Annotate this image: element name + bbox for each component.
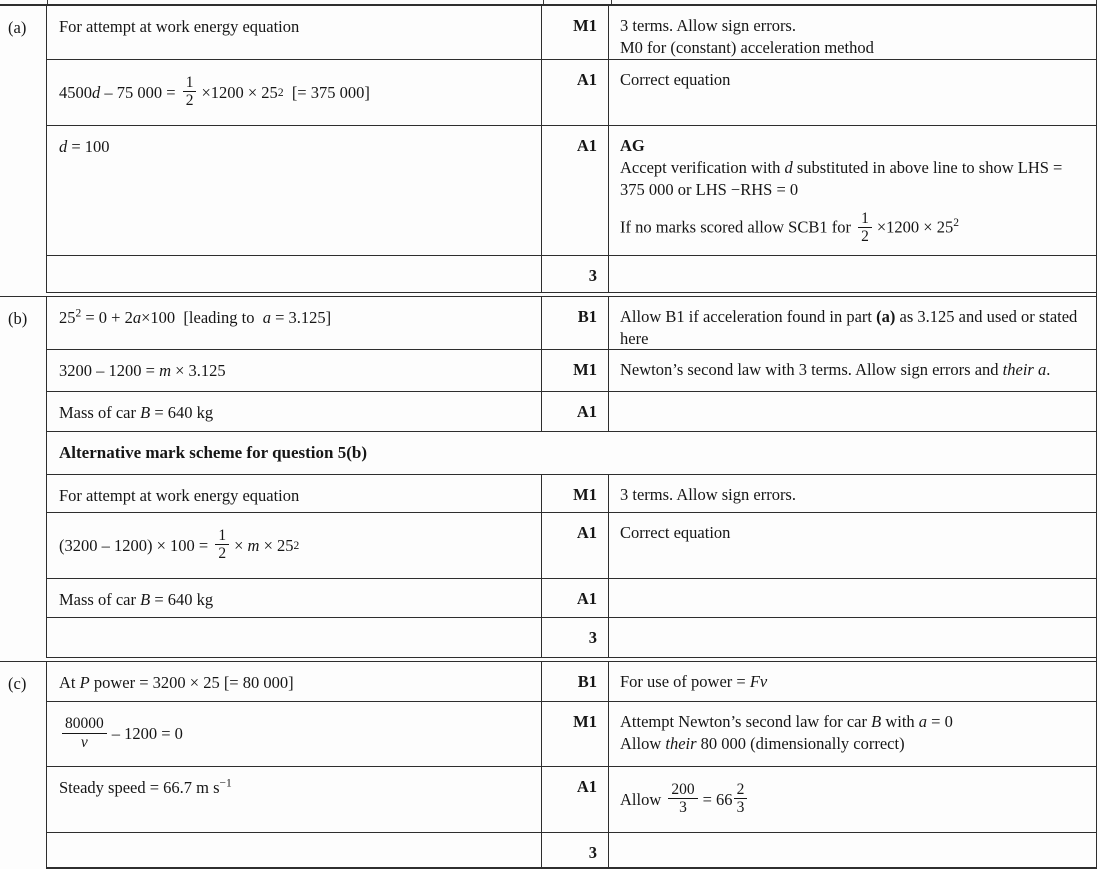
grid-stub <box>47 0 48 4</box>
mark-row <box>47 579 1096 618</box>
fraction: $\frac{1}{2}$ <box>858 210 872 245</box>
mark-cell: A1 <box>542 392 609 431</box>
guidance-cell <box>609 833 1096 867</box>
mark-cell: M1 <box>542 702 609 766</box>
alt-scheme-header-row <box>47 432 1096 475</box>
working-cell: 3200 – 1200 = m × 3.125 <box>47 350 542 391</box>
part-label: (a) <box>0 6 47 293</box>
total-marks-cell: 3 <box>542 618 609 657</box>
cutoff-grid-stubs <box>0 0 1097 4</box>
mark-cell: A1 <box>542 513 609 578</box>
mark-row <box>47 392 1096 432</box>
guidance-cell: Attempt Newton’s second law for car B with a = 0 Allow their 80 000 (dimensionally correct) <box>620 712 953 753</box>
total-marks-cell: 3 <box>542 256 609 292</box>
guidance-cell: Correct equation <box>620 70 731 89</box>
total-row <box>47 618 1096 658</box>
part-label: (b) <box>0 297 47 658</box>
mark-cell: A1 <box>542 126 609 255</box>
part-b <box>0 297 1096 658</box>
mark-cell: M1 <box>542 475 609 512</box>
mark-row <box>47 767 1096 833</box>
working-cell <box>47 833 542 867</box>
alt-scheme-header: Alternative mark scheme for question 5(b) <box>59 442 368 462</box>
working-cell: At P power = 3200 × 25 [= 80 000] <box>47 662 542 701</box>
line-gap <box>620 200 1084 209</box>
guidance-cell: Correct equation <box>620 523 731 542</box>
fraction: $\frac{80000}{v}$ <box>62 715 107 750</box>
mark-row <box>47 350 1096 392</box>
mark-cell: M1 <box>542 350 609 391</box>
part-label: (c) <box>0 662 47 869</box>
mark-scheme-table <box>0 4 1097 869</box>
working-cell: $\frac{80000}{v}$ – 1200 = 0 <box>47 702 542 766</box>
working-cell: (3200 – 1200) × 100 = $\frac{1}{2}$ × m × 25 2 <box>47 513 542 578</box>
total-marks-cell: 3 <box>542 833 609 867</box>
guidance-cell <box>609 618 1096 657</box>
working-cell: d = 100 <box>47 126 542 255</box>
grid-stub <box>543 0 544 4</box>
guidance-cell: For use of power = Fv <box>620 672 768 691</box>
working-cell <box>47 256 542 292</box>
working-cell: Steady speed = 66.7 m $s^{-1}$ <box>47 767 542 832</box>
working-cell: $25^2 = 0 + 2a\times 100$ [leading to a = 3.125] <box>47 297 542 349</box>
working-cell: Mass of car B = 640 kg <box>47 579 542 617</box>
mark-cell: A1 <box>542 60 609 125</box>
fraction: $\frac{1}{2}$ <box>183 74 197 109</box>
guidance-cell <box>609 579 1096 617</box>
mark-row <box>47 6 1096 60</box>
guidance-cell <box>609 392 1096 431</box>
guidance-cell: Allow $\frac{200}{3}$ = 66 $\frac{2}{3}$ <box>609 767 1096 832</box>
grid-stub <box>611 0 612 4</box>
working-cell <box>47 618 542 657</box>
mark-cell: B1 <box>542 662 609 701</box>
mark-cell: A1 <box>542 767 609 832</box>
mark-row <box>47 702 1096 767</box>
part-c <box>0 662 1096 869</box>
mark-cell: A1 <box>542 579 609 617</box>
mark-row <box>47 662 1096 702</box>
part-a <box>0 6 1096 293</box>
mark-row <box>47 60 1096 126</box>
part-c-rows <box>47 662 1096 869</box>
fraction: $\frac{2}{3}$ <box>734 781 748 816</box>
guidance-cell <box>609 256 1096 292</box>
total-row <box>47 833 1096 869</box>
guidance-cell: 3 terms. Allow sign errors. M0 for (constant) acceleration method <box>620 16 874 57</box>
guidance-cell: 3 terms. Allow sign errors. <box>620 485 796 504</box>
fraction: $\frac{200}{3}$ <box>668 781 697 816</box>
mark-cell: M1 <box>542 6 609 59</box>
mark-cell: B1 <box>542 297 609 349</box>
working-cell: 4500 d – 75 000 = $\frac{1}{2}$ ×1200 × 25 2 [= 375 000] <box>47 60 542 125</box>
fraction: $\frac{1}{2}$ <box>215 527 229 562</box>
mark-row <box>47 475 1096 513</box>
grid-stub <box>1096 0 1097 4</box>
part-b-rows <box>47 297 1096 658</box>
guidance-cell: Newton’s second law with 3 terms. Allow sign errors and their a. <box>620 360 1051 379</box>
total-row <box>47 256 1096 293</box>
working-cell: Mass of car B = 640 kg <box>47 392 542 431</box>
working-cell: For attempt at work energy equation <box>47 6 542 59</box>
guidance-cell: Allow B1 if acceleration found in part (a) as 3.125 and used or stated here <box>620 307 1082 348</box>
mark-row <box>47 126 1096 256</box>
mark-row <box>47 513 1096 579</box>
mark-row <box>47 297 1096 350</box>
working-cell: For attempt at work energy equation <box>47 475 542 512</box>
part-a-rows <box>47 6 1096 293</box>
guidance-cell: AG Accept verification with d substituted in above line to show LHS = 375 000 or LHS −RHS = 0 If no marks scored allow SCB1 for $\frac{1}{2}$ $\times 1200 \times 25^2$ <box>609 126 1096 255</box>
